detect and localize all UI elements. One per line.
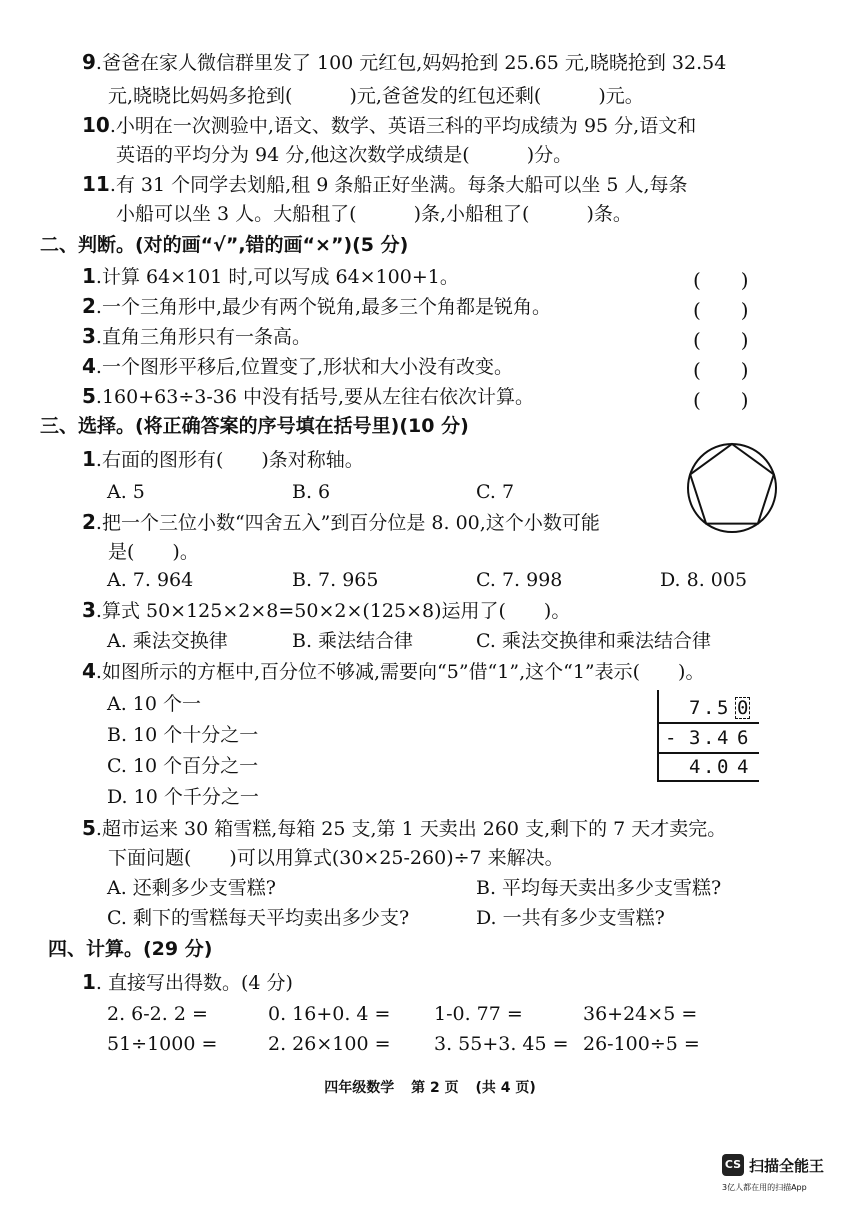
judge-item-1: 1.计算 64×101 时,可以写成 64×100+1。 xyxy=(82,264,459,288)
judge-item-3: 3.直角三角形只有一条高。 xyxy=(82,324,311,348)
choice-q2-line1: 2.把一个三位小数“四舍五入”到百分位是 8. 00,这个小数可能 xyxy=(82,510,600,534)
choice-q2-option-a[interactable]: A. 7. 964 xyxy=(107,569,194,591)
watermark-subtitle: 3亿人都在用的扫描App xyxy=(722,1183,807,1192)
choice-q4-option-c[interactable]: C. 10 个百分之一 xyxy=(107,755,259,777)
choice-heading: 三、选择。(将正确答案的序号填在括号里)(10 分) xyxy=(40,415,469,437)
choice-q5-option-b[interactable]: B. 平均每天卖出多少支雪糕? xyxy=(476,877,722,899)
choice-q3-option-c[interactable]: C. 乘法交换律和乘法结合律 xyxy=(476,630,711,652)
choice-q2-option-b[interactable]: B. 7. 965 xyxy=(292,569,379,591)
calc-row1-2[interactable]: 0. 16+0. 4 = xyxy=(268,1003,391,1025)
judge-bracket-2[interactable]: ( ) xyxy=(693,298,749,322)
choice-q3-option-b[interactable]: B. 乘法结合律 xyxy=(292,630,414,652)
judge-bracket-1[interactable]: ( ) xyxy=(693,268,749,292)
choice-q5-line1: 5.超市运来 30 箱雪糕,每箱 25 支,第 1 天卖出 260 支,剩下的 7 天才卖完。 xyxy=(82,816,727,840)
judge-item-4: 4.一个图形平移后,位置变了,形状和大小没有改变。 xyxy=(82,354,514,378)
choice-q5-option-a[interactable]: A. 还剩多少支雪糕? xyxy=(107,877,276,899)
borrow-box: 0 xyxy=(737,697,749,719)
judge-bracket-4[interactable]: ( ) xyxy=(693,358,749,382)
q9-number: 9 xyxy=(82,50,96,74)
choice-q4-option-b[interactable]: B. 10 个十分之一 xyxy=(107,724,259,746)
choice-q3-option-a[interactable]: A. 乘法交换律 xyxy=(107,630,228,652)
choice-q4: 4.如图所示的方框中,百分位不够减,需要向“5”借“1”,这个“1”表示( )。 xyxy=(82,659,705,683)
q10-line2: 英语的平均分为 94 分,他这次数学成绩是( )分。 xyxy=(116,144,573,166)
footer-subject: 四年级数学 xyxy=(324,1080,395,1096)
q9-line2: 元,晓晓比妈妈多抢到( )元,爸爸发的红包还剩( )元。 xyxy=(108,85,644,107)
q10-number: 10 xyxy=(82,113,110,137)
judge-heading: 二、判断。(对的画“√”,错的画“×”)(5 分) xyxy=(40,234,409,256)
choice-q5-line2: 下面问题( )可以用算式(30×25-260)÷7 来解决。 xyxy=(108,847,564,869)
choice-q1: 1.右面的图形有( )条对称轴。 xyxy=(82,447,364,471)
subtraction-figure: 7 . 5 0 - 3 . 4 6 4 . 0 4 xyxy=(655,690,759,782)
choice-q2-line2: 是( )。 xyxy=(108,541,199,563)
pentagon-in-circle-figure xyxy=(684,440,780,536)
judge-bracket-3[interactable]: ( ) xyxy=(693,328,749,352)
calc-row2-2[interactable]: 2. 26×100 = xyxy=(268,1033,391,1055)
page-footer xyxy=(0,1077,860,1097)
calc-q1: 1. 直接写出得数。(4 分) xyxy=(82,970,293,994)
choice-q2-option-d[interactable]: D. 8. 005 xyxy=(660,569,748,591)
calc-heading: 四、计算。(29 分) xyxy=(48,938,213,960)
footer-page: 第 2 页 xyxy=(411,1080,459,1096)
calc-row2-3[interactable]: 3. 55+3. 45 = xyxy=(434,1033,569,1055)
q10-line1: 10.小明在一次测验中,语文、数学、英语三科的平均成绩为 95 分,语文和 xyxy=(82,113,697,137)
q9-line1: 9.爸爸在家人微信群里发了 100 元红包,妈妈抢到 25.65 元,晓晓抢到 32.54 xyxy=(82,50,727,74)
choice-q1-option-a[interactable]: A. 5 xyxy=(107,481,145,503)
q11-number: 11 xyxy=(82,172,110,196)
judge-item-5: 5.160+63÷3-36 中没有括号,要从左往右依次计算。 xyxy=(82,384,535,408)
judge-item-2: 2.一个三角形中,最少有两个锐角,最多三个角都是锐角。 xyxy=(82,294,552,318)
calc-row1-3[interactable]: 1-0. 77 = xyxy=(434,1003,523,1025)
calc-row1-1[interactable]: 2. 6-2. 2 = xyxy=(107,1003,208,1025)
choice-q3: 3.算式 50×125×2×8=50×2×(125×8)运用了( )。 xyxy=(82,598,571,622)
choice-q5-option-c[interactable]: C. 剩下的雪糕每天平均卖出多少支? xyxy=(107,907,410,929)
choice-q1-option-c[interactable]: C. 7 xyxy=(476,481,515,503)
q11-line2: 小船可以坐 3 人。大船租了( )条,小船租了( )条。 xyxy=(116,203,632,225)
calc-row1-4[interactable]: 36+24×5 = xyxy=(583,1003,698,1025)
choice-q1-option-b[interactable]: B. 6 xyxy=(292,481,331,503)
choice-q2-option-c[interactable]: C. 7. 998 xyxy=(476,569,563,591)
choice-q4-option-a[interactable]: A. 10 个一 xyxy=(107,693,202,715)
choice-q5-option-d[interactable]: D. 一共有多少支雪糕? xyxy=(476,907,665,929)
footer-total: (共 4 页) xyxy=(475,1080,536,1096)
watermark-title: 扫描全能王 xyxy=(749,1157,825,1175)
calc-row2-4[interactable]: 26-100÷5 = xyxy=(583,1033,700,1055)
calc-row2-1[interactable]: 51÷1000 = xyxy=(107,1033,218,1055)
q11-line1: 11.有 31 个同学去划船,租 9 条船正好坐满。每条大船可以坐 5 人,每条 xyxy=(82,172,688,196)
judge-bracket-5[interactable]: ( ) xyxy=(693,388,749,412)
camscanner-logo-icon: CS xyxy=(722,1154,744,1176)
choice-q4-option-d[interactable]: D. 10 个千分之一 xyxy=(107,786,259,808)
